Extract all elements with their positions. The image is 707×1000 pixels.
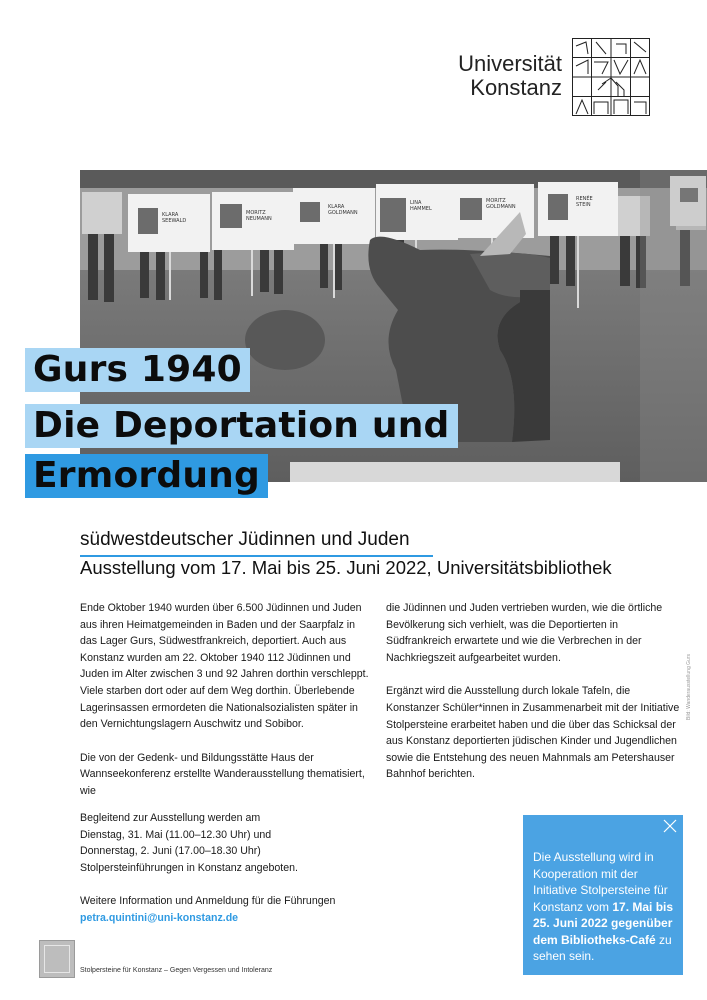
sign-name: HAMMEL — [410, 206, 432, 212]
close-x-icon — [663, 819, 677, 833]
note-text-part: zu sehen sein. — [533, 932, 672, 963]
info-line: Donnerstag, 2. Juni (17.00–18.30 Uhr) — [80, 845, 261, 858]
body-paragraph: Ergänzt wird die Ausstellung durch lokale Tafeln, die Konstanzer Schüler*innen in Zusammenarbeit mit der Initiative Stolpersteine erarbeitet haben und die über das Schicksal der aus Konstanz deportierten jüdischen Kinder und Jugendlichen sowie die Entstehung des neuen Mahnmals am Petershauser Bahnhof berichten. — [386, 685, 680, 781]
cooperation-note-box — [523, 815, 683, 975]
sign-name: STEIN — [576, 202, 591, 208]
more-info-text: Weitere Information und Anmeldung für die Führungen — [80, 895, 336, 908]
body-paragraph: Die von der Gedenk- und Bildungsstätte Haus der Wannseekonferenz erstellte Wanderausstellung thematisiert, wie — [80, 751, 365, 797]
title-line-3: Ermordung — [25, 454, 268, 498]
sign-name: MORITZ — [486, 198, 506, 204]
info-line: Begleitend zur Ausstellung werden am — [80, 812, 261, 824]
photo-credit: Bild: Wanderausstellung Gurs — [686, 654, 692, 720]
body-paragraph: die Jüdinnen und Juden vertrieben wurden, wie die örtliche Bevölkerung sich verhielt, was die Deportierten in Südfrankreich erwartete und wie die Verbrechen in der Nachkriegszeit aufgearbeitet wurden. — [386, 602, 663, 664]
sign-name: NEUMANN — [246, 216, 272, 222]
body-column-2 — [386, 600, 686, 800]
footer-text: Stolpersteine für Konstanz – Gegen Vergessen und Intoleranz — [80, 967, 273, 974]
sign-name: LINA — [410, 200, 422, 206]
logo-line-2: Konstanz — [470, 75, 562, 100]
info-line: Stolpersteinführungen in Konstanz angeboten. — [80, 861, 298, 874]
university-building-grid-icon — [572, 38, 650, 116]
sign-name: KLARA — [328, 204, 345, 210]
sign-name: MORITZ — [246, 210, 266, 216]
subtitle: südwestdeutscher Jüdinnen und Juden — [80, 528, 433, 557]
title-line-2: Die Deportation und — [25, 404, 458, 448]
stolperstein-logo-icon — [39, 940, 75, 978]
note-date-highlight: 17. Mai bis 25. Juni 2022 gegenüber dem Bibliotheks-Café — [533, 899, 674, 947]
note-text-part: Die Ausstellung wird in Kooperation mit der Initiative Stolpersteine für Konstanz vom — [533, 850, 668, 914]
info-line: Dienstag, 31. Mai (11.00–12.30 Uhr) und — [80, 828, 272, 841]
sign-name: RENÉE — [576, 196, 593, 202]
logo-line-1: Universität — [458, 51, 562, 76]
body-column-1 — [80, 600, 375, 817]
body-paragraph: Ende Oktober 1940 wurden über 6.500 Jüdinnen und Juden aus ihren Heimatgemeinden in Baden und der Saarpfalz in das Lager Gurs, Südwestfrankreich, deportiert. Auch aus Konstanz wurden am 22. Oktober 1940 112 Jüdinnen und Juden im Alter zwischen 3 und 92 Jahren dorthin verschleppt. Viele starben dort oder auf dem Weg dorthin. Überlebende Lagerinsassen ermordeten die Nationalsozialisten später in den Vernichtungslagern Auschwitz und Sobibor. — [80, 602, 369, 731]
exhibition-dates: Ausstellung vom 17. Mai bis 25. Juni 2022, Universitätsbibliothek — [80, 557, 612, 578]
sign-name: GOLDMANN — [328, 210, 358, 216]
title-line-1: Gurs 1940 — [25, 348, 250, 392]
sign-name: KLARA — [162, 212, 179, 218]
cooperation-note-text — [533, 849, 679, 965]
sign-name: SEEWALD — [162, 218, 187, 224]
sign-name: GOLDMANN — [486, 204, 516, 210]
contact-email-link[interactable]: petra.quintini@uni-konstanz.de — [80, 911, 239, 924]
tour-info — [80, 810, 380, 944]
university-logo-text — [452, 52, 562, 100]
